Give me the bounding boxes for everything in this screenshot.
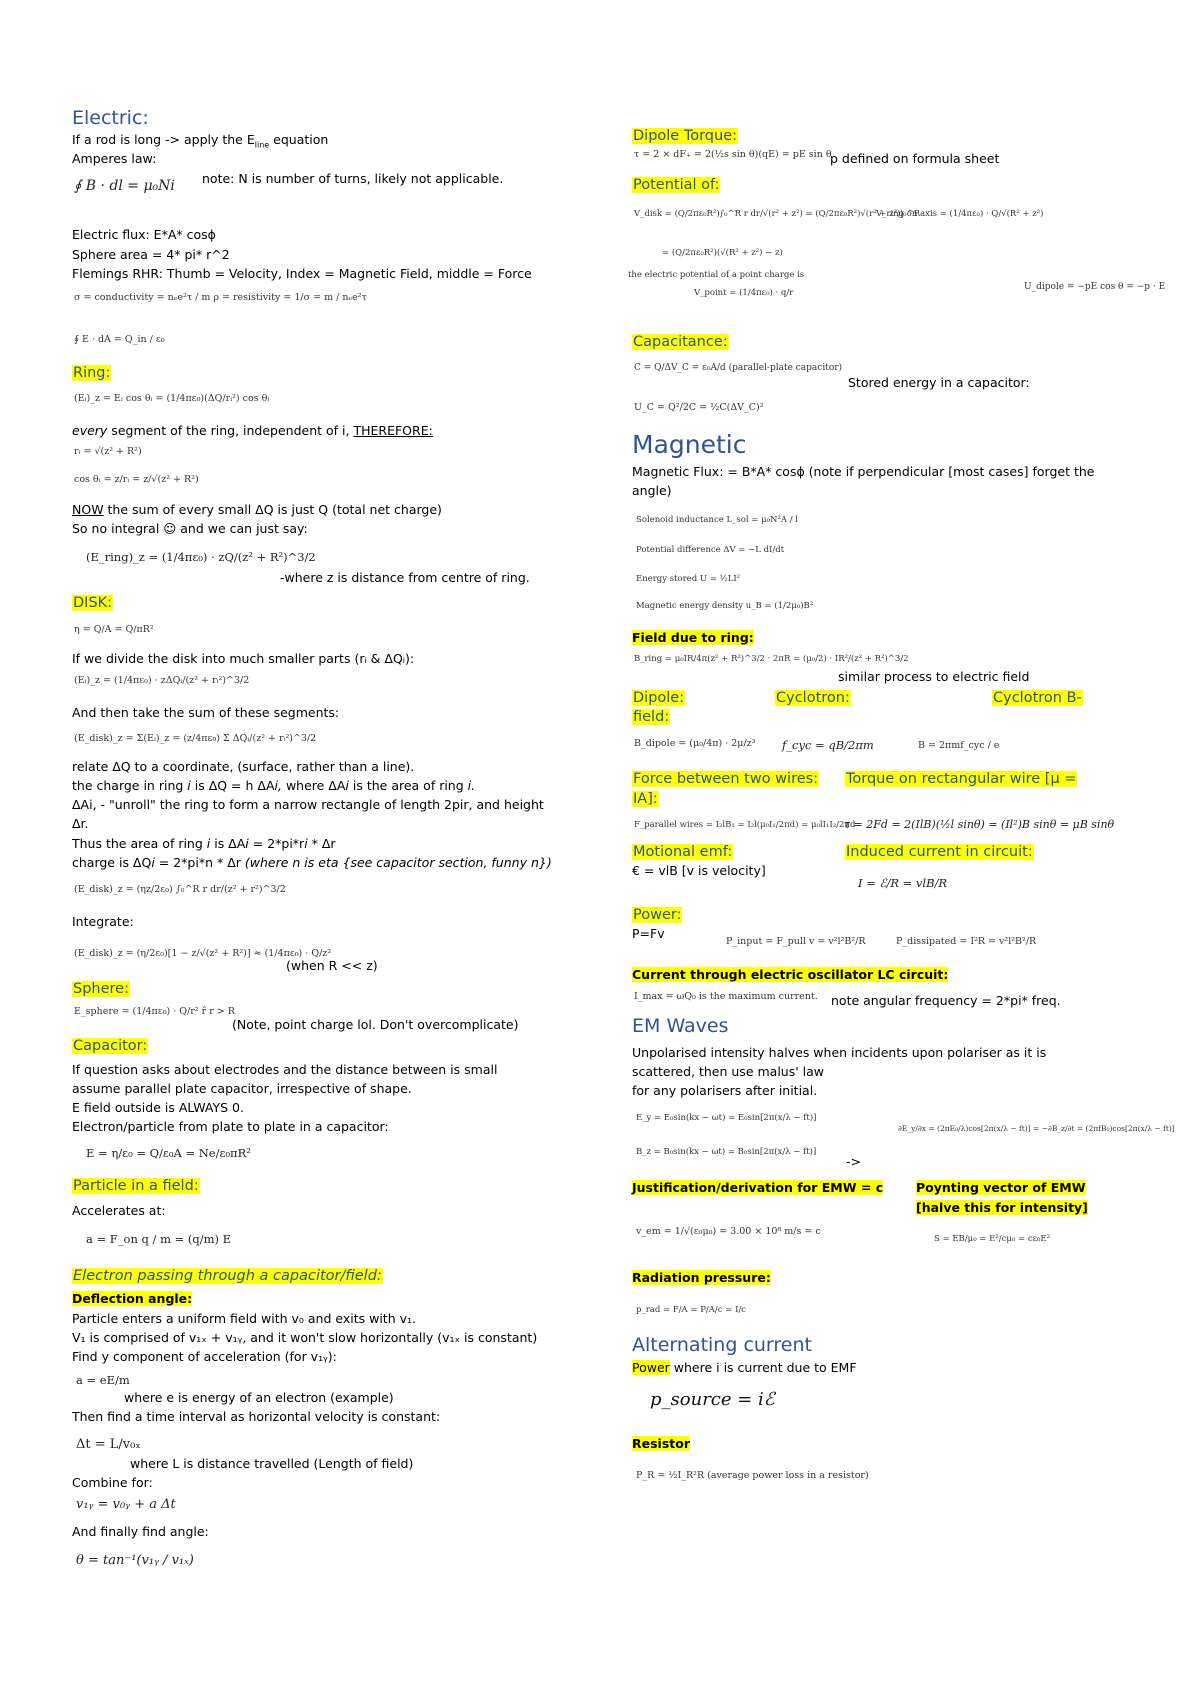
potential-point-label: the electric potential of a point charge is	[628, 270, 805, 280]
em-waves-line-3: for any polarisers after initial.	[632, 1083, 818, 1098]
em-waves-line-2: scattered, then use malus' law	[632, 1064, 824, 1079]
electron-where-l: where L is distance travelled (Length of field)	[130, 1456, 414, 1471]
potential-disk-simplified: = (Q/2πε₀R²)(√(R² + z²) − z)	[662, 248, 783, 258]
disk-heading: DISK:	[73, 595, 113, 611]
disk-integral-equation: (E_disk)_z = (ηz/2ε₀) ∫₀^R r dr/(z² + r²)^3/2	[74, 884, 286, 895]
sphere-note: (Note, point charge lol. Don't overcomplicate)	[232, 1017, 519, 1032]
field-ring-heading: Field due to ring:	[632, 630, 754, 645]
electric-flux-line: Electric flux: E*A* cosϕ	[72, 227, 216, 242]
potential-point-equation: V_point = (1/4πε₀) · q/r	[694, 288, 794, 298]
capacitor-energy-equation: U_C = Q²/2C = ½C(ΔV_C)²	[634, 402, 764, 413]
disk-relate-line: relate ΔQ to a coordinate, (surface, rather than a line).	[72, 759, 415, 774]
magnetic-flux-line-1: Magnetic Flux: = B*A* cosϕ (note if perpendicular [most cases] forget the	[632, 464, 1095, 479]
capacitor-line-4: Electron/particle from plate to plate in a capacitor:	[72, 1119, 389, 1134]
poynting-heading: Poynting vector of EMW	[916, 1180, 1086, 1195]
disk-final-equation: (E_disk)_z = (η/2ε₀)[1 − z/√(z² + R²)] ≈ (1/4πε₀) · Q/z²	[74, 948, 332, 959]
disk-unroll-line: ΔAi, - "unroll" the ring to form a narrow rectangle of length 2pir, and height	[72, 797, 544, 812]
electron-finally-label: And finally find angle:	[72, 1524, 209, 1539]
sphere-heading: Sphere:	[73, 981, 129, 997]
gauss-law-equation: ∮ E · dA = Q_in / ε₀	[74, 334, 165, 345]
dipole-field-heading-2: field:	[633, 709, 670, 725]
em-waves-heading: EM Waves	[632, 1015, 729, 1037]
poynting-equation: S = EB/μ₀ = E²/cμ₀ = cε₀E²	[934, 1234, 1050, 1244]
electron-combine-label: Combine for:	[72, 1475, 153, 1490]
potential-ring-equation: V_ring on axis = (1/4πε₀) · Q/√(R² + z²)	[876, 209, 1044, 219]
force-wires-heading: Force between two wires:	[633, 771, 819, 787]
conductivity-equation: σ = conductivity = nₑe²τ / m ρ = resistivity = 1/σ = m / nₑe²τ	[74, 292, 367, 303]
disk-charge-is-line: charge is ΔQi = 2*pi*n * Δr (where n is eta {see capacitor section, funny n})	[72, 855, 552, 870]
power-heading: Power:	[633, 907, 682, 923]
capacitor-equation: E = η/ε₀ = Q/ε₀A = Ne/ε₀πR²	[86, 1146, 251, 1160]
deflection-label: Deflection angle:	[72, 1291, 193, 1306]
em-b-field-equation: B_z = B₀sin(kx − ωt) = B₀sin[2π(x/λ − ft)]	[636, 1147, 817, 1157]
disk-sum-line: And then take the sum of these segments:	[72, 705, 340, 720]
motional-emf-heading: Motional emf:	[633, 844, 733, 860]
solenoid-inductance-equation: Solenoid inductance L_sol = μ₀N²A / l	[636, 515, 798, 525]
lc-equation: I_max = ωQ₀ is the maximum current.	[634, 991, 818, 1002]
potential-heading: Potential of:	[633, 177, 720, 193]
dipole-energy-equation: U_dipole = −pE cos θ = −p · E	[1024, 282, 1166, 292]
electron-angle-equation: θ = tan⁻¹(v₁ᵧ / v₁ₓ)	[76, 1553, 194, 1568]
flemings-line: Flemings RHR: Thumb = Velocity, Index = Magnetic Field, middle = Force	[72, 266, 532, 281]
disk-eta-equation: η = Q/A = Q/πR²	[74, 624, 154, 635]
resistor-equation: P_R = ½I_R²R (average power loss in a resistor)	[636, 1470, 869, 1481]
electron-accel-equation: a = eE/m	[76, 1373, 130, 1387]
poynting-heading-2: [halve this for intensity]	[916, 1200, 1088, 1215]
em-arrow: ->	[846, 1154, 861, 1169]
resistor-heading: Resistor	[632, 1436, 690, 1451]
electron-line-2: V₁ is comprised of v₁ₓ + v₁ᵧ, and it won't slow horizontally (v₁ₓ is constant)	[72, 1330, 538, 1345]
electric-heading: Electric:	[72, 107, 149, 129]
disk-charge-line: the charge in ring i is ΔQ = h ΔAi, where ΔAi is the area of ring i.	[72, 778, 476, 793]
ac-power-line: Power where i is current due to EMF	[632, 1360, 857, 1375]
capacitor-heading: Capacitor:	[73, 1038, 148, 1054]
cyclotron-equation: f_cyc = qB/2πm	[782, 738, 874, 752]
lc-heading: Current through electric oscillator LC circuit:	[632, 967, 949, 982]
ring-equation-1: (Eᵢ)_z = Eᵢ cos θᵢ = (1/4πε₀)(ΔQ/rᵢ²) cos θᵢ	[74, 393, 270, 404]
motional-emf-line: € = vlB [v is velocity]	[632, 863, 766, 878]
electron-velocity-equation: v₁ᵧ = v₀ᵧ + a Δt	[76, 1497, 176, 1512]
cyclotron-b-equation: B = 2πmf_cyc / e	[918, 740, 1000, 751]
electron-heading: Electron passing through a capacitor/field:	[73, 1268, 382, 1284]
em-waves-line-1: Unpolarised intensity halves when incidents upon polariser as it is	[632, 1045, 1047, 1060]
electron-line-1: Particle enters a uniform field with v₀ and exits with v₁.	[72, 1311, 416, 1326]
dipole-torque-equation: τ = 2 × dF₊ = 2(½s sin θ)(qE) = pE sin θ	[634, 149, 832, 160]
inductor-potential-equation: Potential difference ΔV = −L dI/dt	[636, 545, 785, 555]
ring-where-z: -where z is distance from centre of ring.	[280, 570, 530, 585]
disk-ei-equation: (Eᵢ)_z = (1/4πε₀) · zΔQᵢ/(z² + rᵢ²)^3/2	[74, 675, 250, 686]
justification-equation: v_em = 1/√(ε₀μ₀) = 3.00 × 10⁸ m/s = c	[636, 1226, 821, 1237]
particle-equation: a = F_on q / m = (q/m) E	[86, 1232, 232, 1246]
induced-current-heading: Induced current in circuit:	[846, 844, 1033, 860]
electron-line-3: Find y component of acceleration (for v₁ᵧ):	[72, 1349, 337, 1364]
electron-where-e: where e is energy of an electron (example)	[124, 1390, 394, 1405]
dipole-field-equation: B_dipole = (μ₀/4π) · 2μ/z³	[634, 738, 756, 749]
ring-heading: Ring:	[73, 365, 111, 381]
radiation-heading: Radiation pressure:	[632, 1270, 771, 1285]
electron-line-4: Then find a time interval as horizontal velocity is constant:	[72, 1409, 441, 1424]
em-e-field-equation: E_y = E₀sin(kx − ωt) = E₀sin[2π(x/λ − ft)]	[636, 1113, 817, 1123]
capacitor-line-1: If question asks about electrodes and the distance between is small	[72, 1062, 498, 1077]
electron-time-equation: Δt = L/v₀ₓ	[76, 1437, 141, 1452]
ac-power-equation: p_source = iℰ	[650, 1389, 775, 1410]
cyclotron-b-heading: Cyclotron B-	[993, 690, 1082, 706]
disk-sum-equation: (E_disk)_z = Σ(Eᵢ)_z = (z/4πε₀) Σ ΔQᵢ/(z² + rᵢ²)^3/2	[74, 733, 317, 744]
field-ring-equation: B_ring = μ₀IR/4π(z² + R²)^3/2 · 2πR = (μ₀/2) · IR²/(z² + R²)^3/2	[634, 654, 909, 664]
torque-wire-heading: Torque on rectangular wire [μ =	[846, 771, 1077, 787]
stored-energy-label: Stored energy in a capacitor:	[848, 375, 1030, 390]
force-wires-heading-2: IA]:	[633, 791, 658, 807]
dipole-field-heading: Dipole:	[633, 690, 685, 706]
inductor-energy-equation: Energy stored U = ½LI²	[636, 574, 741, 584]
disk-integrate-label: Integrate:	[72, 914, 134, 929]
power-dissipated-equation: P_dissipated = I²R = v²l²B²/R	[896, 936, 1037, 947]
ring-every-line: every segment of the ring, independent of i, THEREFORE:	[72, 423, 433, 438]
potential-disk-equation: V_disk = (Q/2πε₀R²)∫₀^R r dr/√(r² + z²) = (Q/2πε₀R²)√(r² + z²)|₀^R	[634, 209, 921, 219]
power-input-equation: P_input = F_pull v = v²l²B²/R	[726, 936, 866, 947]
lc-note: note angular frequency = 2*pi* freq.	[831, 993, 1061, 1008]
ring-now-line: NOW the sum of every small ΔQ is just Q (total net charge)	[72, 502, 442, 517]
ring-cos-equation: cos θᵢ = z/rᵢ = z/√(z² + R²)	[74, 474, 199, 485]
induced-current-equation: I = ℰ/R = vlB/R	[858, 876, 948, 890]
disk-divide-line: If we divide the disk into much smaller parts (rᵢ & ΔQᵢ):	[72, 651, 415, 666]
disk-when-note: (when R << z)	[286, 958, 378, 973]
ring-field-equation: (E_ring)_z = (1/4πε₀) · zQ/(z² + R²)^3/2	[86, 550, 316, 564]
em-derivative-equation: ∂E_y/∂x = (2πE₀/λ)cos[2π(x/λ − ft)] = −∂B_z/∂t = (2πfB₀)cos[2π(x/λ − ft)]	[898, 1124, 1175, 1133]
force-wires-equation: F_parallel wires = I₂lB₁ = I₂l(μ₀I₁/2πd) = μ₀lI₁I₂/2πd	[634, 820, 856, 830]
justification-heading: Justification/derivation for EMW = c	[632, 1180, 884, 1195]
torque-wire-equation: τ = 2Fd = 2(IlB)(½l sinθ) = (Il²)B sinθ = μB sinθ	[844, 818, 1115, 831]
sphere-equation: E_sphere = (1/4πε₀) · Q/r² r̂ r > R	[74, 1006, 235, 1017]
radiation-equation: p_rad = F/A = P/A/c = I/c	[636, 1305, 747, 1315]
disk-area-line: Thus the area of ring i is ΔAi = 2*pi*ri * Δr	[72, 836, 336, 851]
particle-heading: Particle in a field:	[73, 1178, 199, 1194]
capacitor-line-2: assume parallel plate capacitor, irrespective of shape.	[72, 1081, 412, 1096]
ring-r-equation: rᵢ = √(z² + R²)	[74, 446, 142, 457]
capacitance-heading: Capacitance:	[633, 334, 728, 350]
magnetic-heading: Magnetic	[632, 430, 747, 459]
amperes-equation: ∮ B · dl = μ₀Ni	[74, 178, 175, 194]
amperes-label: Amperes law:	[72, 151, 157, 166]
cyclotron-heading: Cyclotron:	[776, 690, 850, 706]
particle-accelerates-label: Accelerates at:	[72, 1203, 166, 1218]
power-line: P=Fv	[632, 926, 665, 941]
amperes-note: note: N is number of turns, likely not applicable.	[202, 171, 504, 186]
capacitor-line-3: E field outside is ALWAYS 0.	[72, 1100, 244, 1115]
sphere-area-line: Sphere area = 4* pi* r^2	[72, 247, 230, 262]
magnetic-energy-density-equation: Magnetic energy density u_B = (1/2μ₀)B²	[636, 601, 814, 611]
alternating-current-heading: Alternating current	[632, 1334, 812, 1356]
dipole-torque-heading: Dipole Torque:	[633, 128, 737, 144]
capacitance-equation: C = Q/ΔV_C = ε₀A/d (parallel-plate capacitor)	[634, 363, 843, 373]
disk-unroll-line-2: Δr.	[72, 816, 89, 831]
field-ring-note: similar process to electric field	[838, 669, 1030, 684]
dipole-torque-note: p defined on formula sheet	[830, 151, 1000, 166]
rod-line: If a rod is long -> apply the $E_{line}$ equation	[72, 132, 329, 150]
magnetic-flux-line-2: angle)	[632, 483, 672, 498]
ring-no-integral-line: So no integral ☺ and we can just say:	[72, 521, 308, 536]
